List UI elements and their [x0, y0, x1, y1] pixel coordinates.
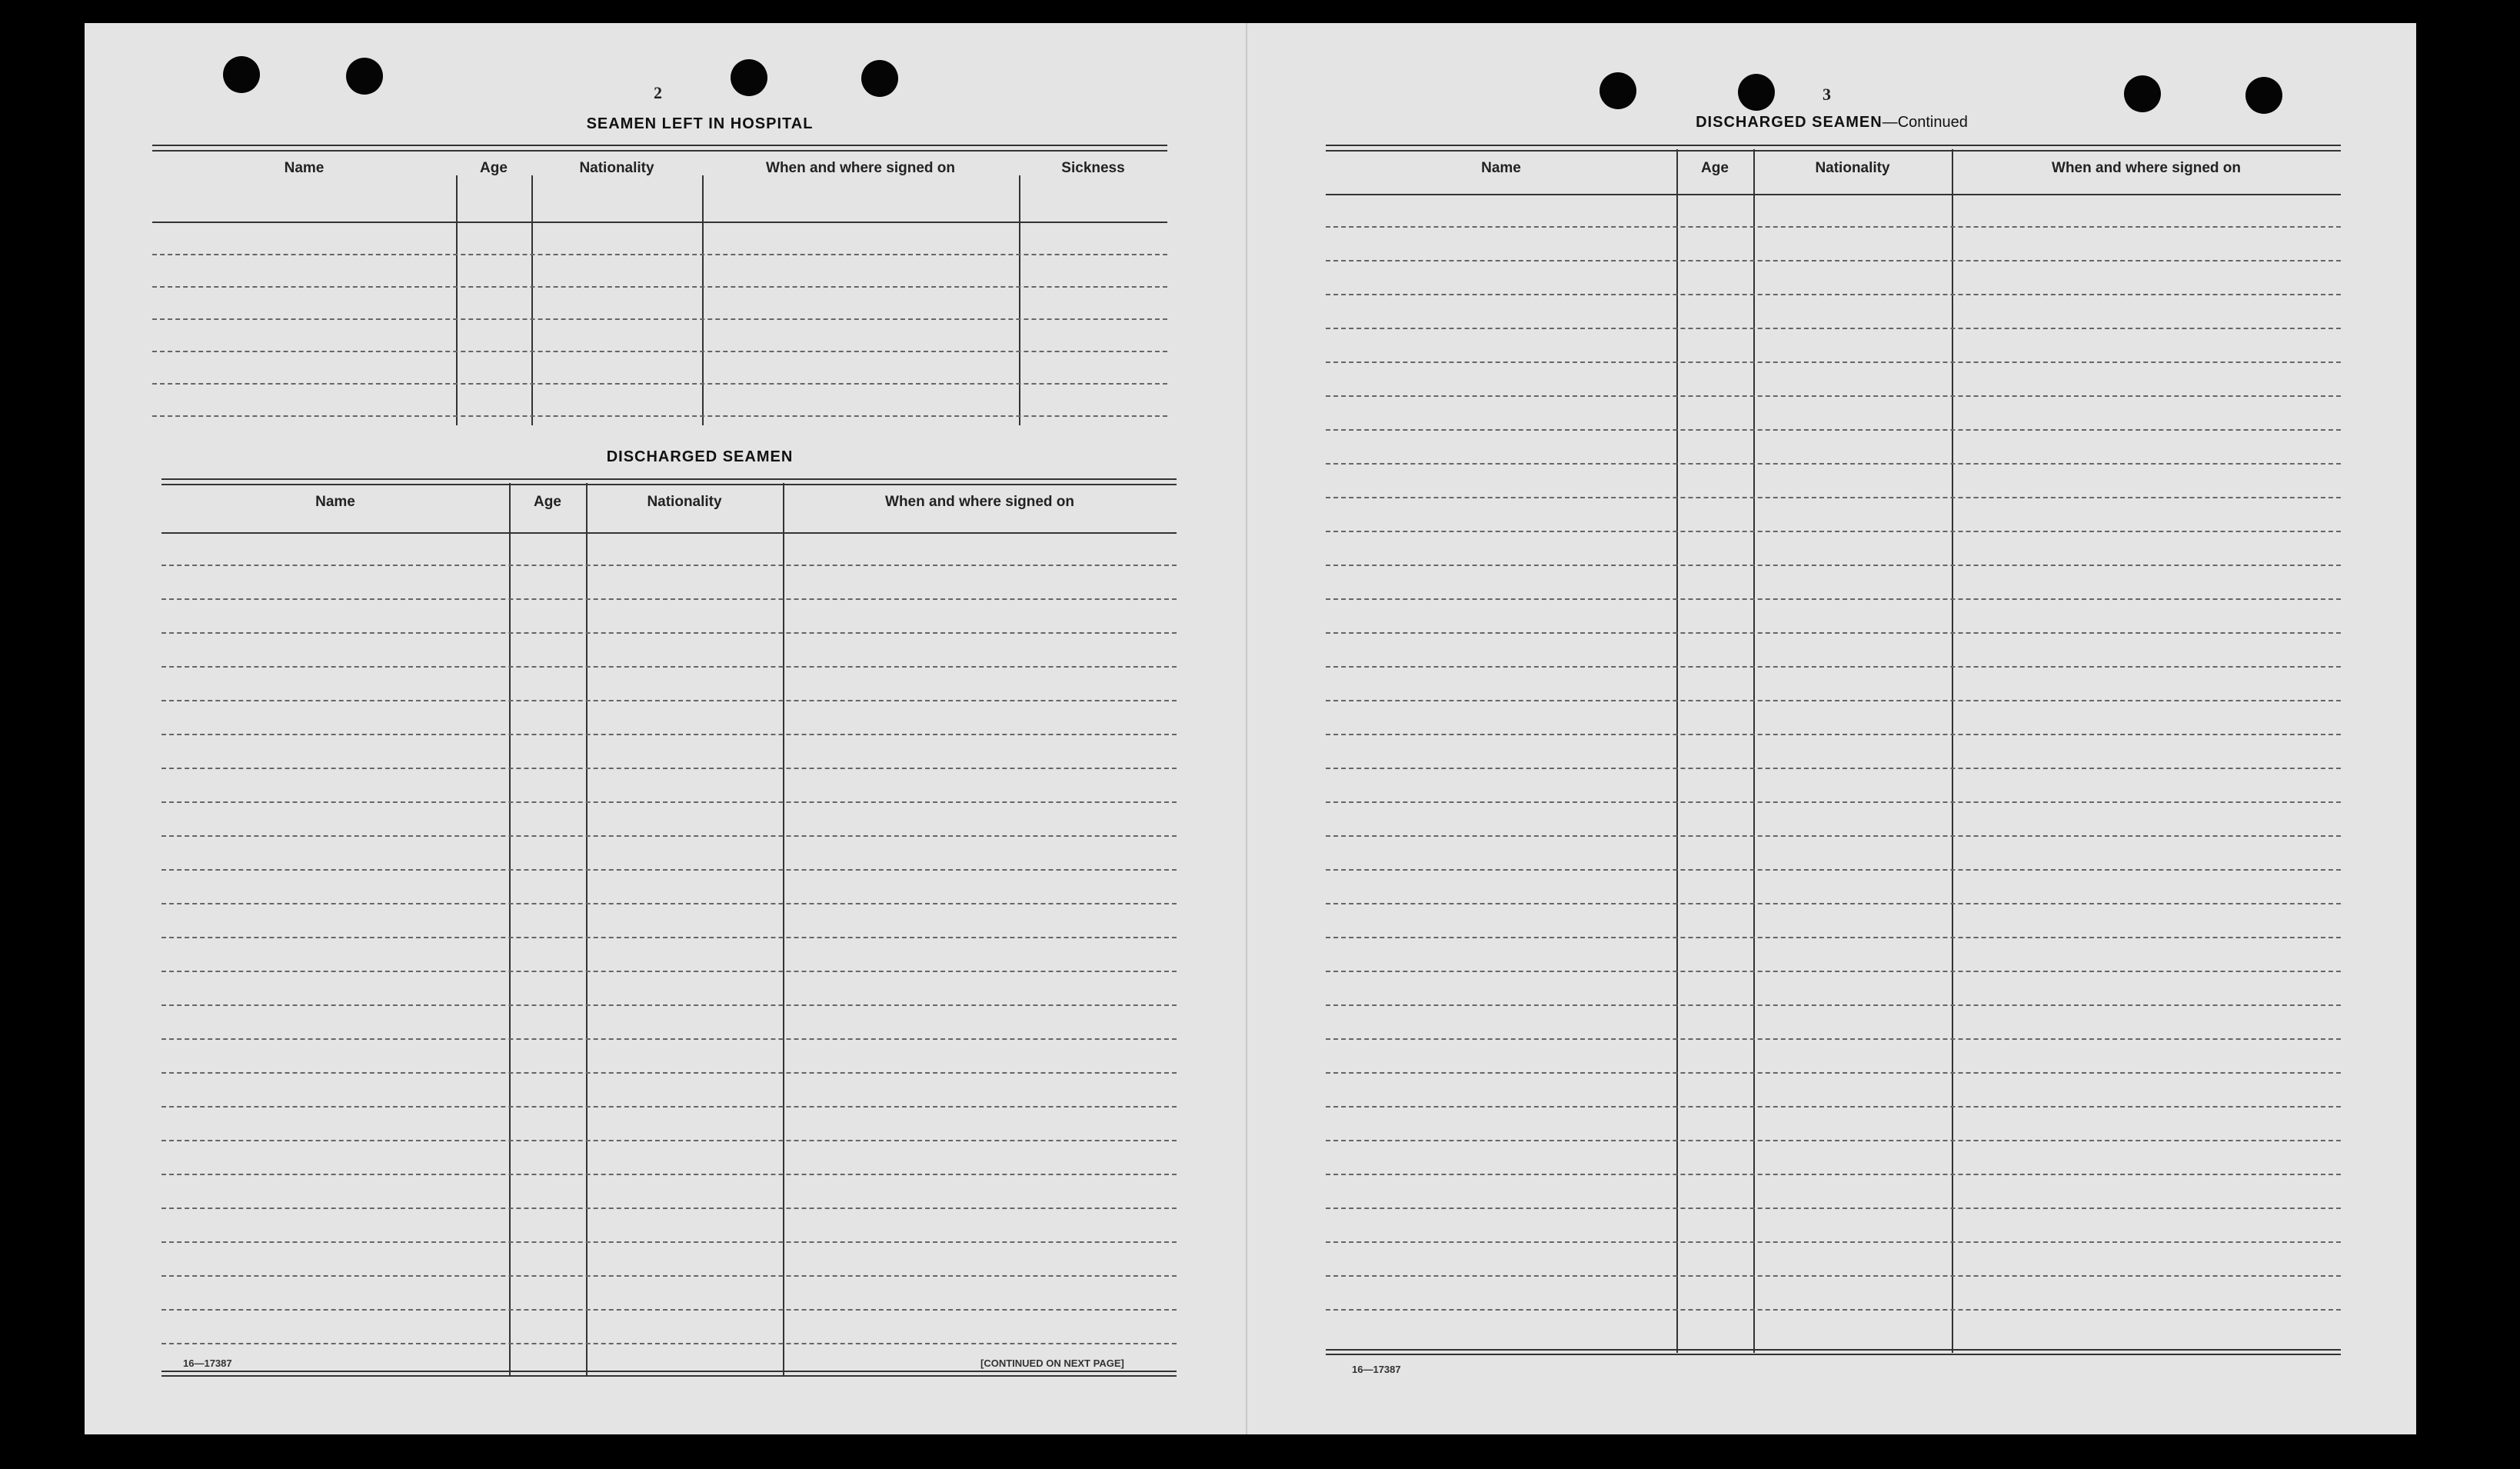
- table-row: [1326, 700, 2341, 701]
- table-row: [161, 835, 1177, 837]
- table-row: [1326, 260, 2341, 261]
- table-row: [1326, 835, 2341, 837]
- punch-hole: [2124, 75, 2161, 112]
- column-divider: [1019, 175, 1020, 425]
- right-page: [1246, 23, 2416, 1434]
- table-row: [161, 937, 1177, 938]
- table-row: [1326, 1275, 2341, 1277]
- table-row: [1326, 1038, 2341, 1040]
- table-row: [161, 1072, 1177, 1074]
- punch-hole: [223, 56, 260, 93]
- page-number: 3: [1823, 85, 1831, 104]
- table-row: [1326, 226, 2341, 228]
- table-row: [1326, 531, 2341, 532]
- table-row: [161, 1208, 1177, 1209]
- table-row: [1326, 632, 2341, 634]
- table-row: [161, 1309, 1177, 1311]
- punch-hole: [1600, 72, 1636, 109]
- column-header-signed-on: When and where signed on: [885, 494, 1074, 510]
- table-row: [1326, 598, 2341, 600]
- table-header: [161, 483, 1177, 511]
- table-row: [1326, 361, 2341, 363]
- table-row: [161, 1241, 1177, 1243]
- table-row: [1326, 734, 2341, 735]
- column-header-name: Name: [315, 494, 355, 510]
- punch-hole: [346, 58, 383, 95]
- table-row: [152, 286, 1167, 288]
- table-row: [1326, 565, 2341, 566]
- column-header-name: Name: [1481, 160, 1521, 176]
- hospital-table: [152, 145, 1167, 425]
- table-row: [1326, 937, 2341, 938]
- table-row: [161, 1106, 1177, 1108]
- table-row: [152, 383, 1167, 385]
- table-row: [1326, 1241, 2341, 1243]
- table-row: [161, 666, 1177, 668]
- punch-hole: [2245, 77, 2282, 114]
- table-row: [161, 768, 1177, 769]
- discharged-continued-title: [1632, 114, 2032, 132]
- table-row: [161, 801, 1177, 803]
- discharged-title-suffix: —Continued: [1882, 114, 1968, 131]
- bottom-rule: [1326, 1349, 2341, 1355]
- table-row: [161, 1140, 1177, 1141]
- table-header: [1326, 149, 2341, 177]
- table-row: [1326, 1309, 2341, 1311]
- column-header-age: Age: [534, 494, 561, 510]
- continued-note: [CONTINUED ON NEXT PAGE]: [980, 1357, 1124, 1369]
- table-row: [1326, 971, 2341, 972]
- column-header-name: Name: [284, 160, 325, 176]
- table-row: [152, 415, 1167, 417]
- table-row: [161, 632, 1177, 634]
- column-divider: [531, 175, 533, 425]
- table-row: [1326, 1004, 2341, 1006]
- table-row: [1326, 328, 2341, 329]
- table-row: [161, 971, 1177, 972]
- column-header-nationality: Nationality: [647, 494, 722, 510]
- table-row: [152, 318, 1167, 320]
- table-row: [1326, 497, 2341, 498]
- table-row: [1326, 463, 2341, 465]
- form-number: 16—17387: [183, 1357, 232, 1369]
- table-row: [161, 1275, 1177, 1277]
- discharged-section-title: DISCHARGED SEAMEN: [606, 448, 794, 465]
- column-divider: [1753, 149, 1755, 1353]
- column-header-nationality: Nationality: [579, 160, 654, 176]
- table-row: [1326, 801, 2341, 803]
- table-row: [1326, 1174, 2341, 1175]
- column-divider: [1676, 149, 1678, 1353]
- table-row: [161, 700, 1177, 701]
- table-row: [152, 351, 1167, 352]
- table-row: [161, 734, 1177, 735]
- column-header-age: Age: [1701, 160, 1729, 176]
- table-row: [161, 1174, 1177, 1175]
- table-row: [1326, 429, 2341, 431]
- discharged-continued-table: [1326, 145, 2341, 1356]
- column-divider: [1952, 149, 1953, 1353]
- column-header-signed-on: When and where signed on: [766, 160, 955, 176]
- discharged-title-main: DISCHARGED SEAMEN: [1696, 114, 1883, 131]
- column-header-age: Age: [480, 160, 508, 176]
- header-rule: [1326, 194, 2341, 195]
- column-divider: [456, 175, 458, 425]
- punch-hole: [731, 59, 767, 96]
- column-divider: [702, 175, 704, 425]
- header-rule: [161, 532, 1177, 534]
- column-header-sickness: Sickness: [1061, 160, 1125, 176]
- table-row: [1326, 903, 2341, 904]
- table-row: [161, 565, 1177, 566]
- table-row: [161, 869, 1177, 871]
- table-row: [1326, 294, 2341, 295]
- table-row: [1326, 1106, 2341, 1108]
- left-page: [85, 23, 1246, 1434]
- table-row: [1326, 1072, 2341, 1074]
- table-row: [161, 1004, 1177, 1006]
- column-header-nationality: Nationality: [1815, 160, 1890, 176]
- discharged-table: [161, 478, 1177, 1382]
- header-rule: [152, 222, 1167, 223]
- table-row: [161, 1343, 1177, 1344]
- page-number: 2: [654, 83, 662, 102]
- punch-hole: [861, 60, 898, 97]
- table-row: [161, 598, 1177, 600]
- form-number: 16—17387: [1352, 1364, 1401, 1375]
- table-row: [1326, 1140, 2341, 1141]
- table-row: [1326, 395, 2341, 397]
- bottom-rule: [161, 1371, 1177, 1377]
- table-row: [1326, 666, 2341, 668]
- table-row: [152, 254, 1167, 255]
- punch-hole: [1738, 74, 1775, 111]
- table-row: [1326, 869, 2341, 871]
- hospital-section-title: SEAMEN LEFT IN HOSPITAL: [586, 115, 814, 132]
- column-header-signed-on: When and where signed on: [2052, 160, 2241, 176]
- table-header: [152, 149, 1167, 177]
- table-row: [1326, 1208, 2341, 1209]
- table-row: [161, 1038, 1177, 1040]
- table-row: [161, 903, 1177, 904]
- table-row: [1326, 768, 2341, 769]
